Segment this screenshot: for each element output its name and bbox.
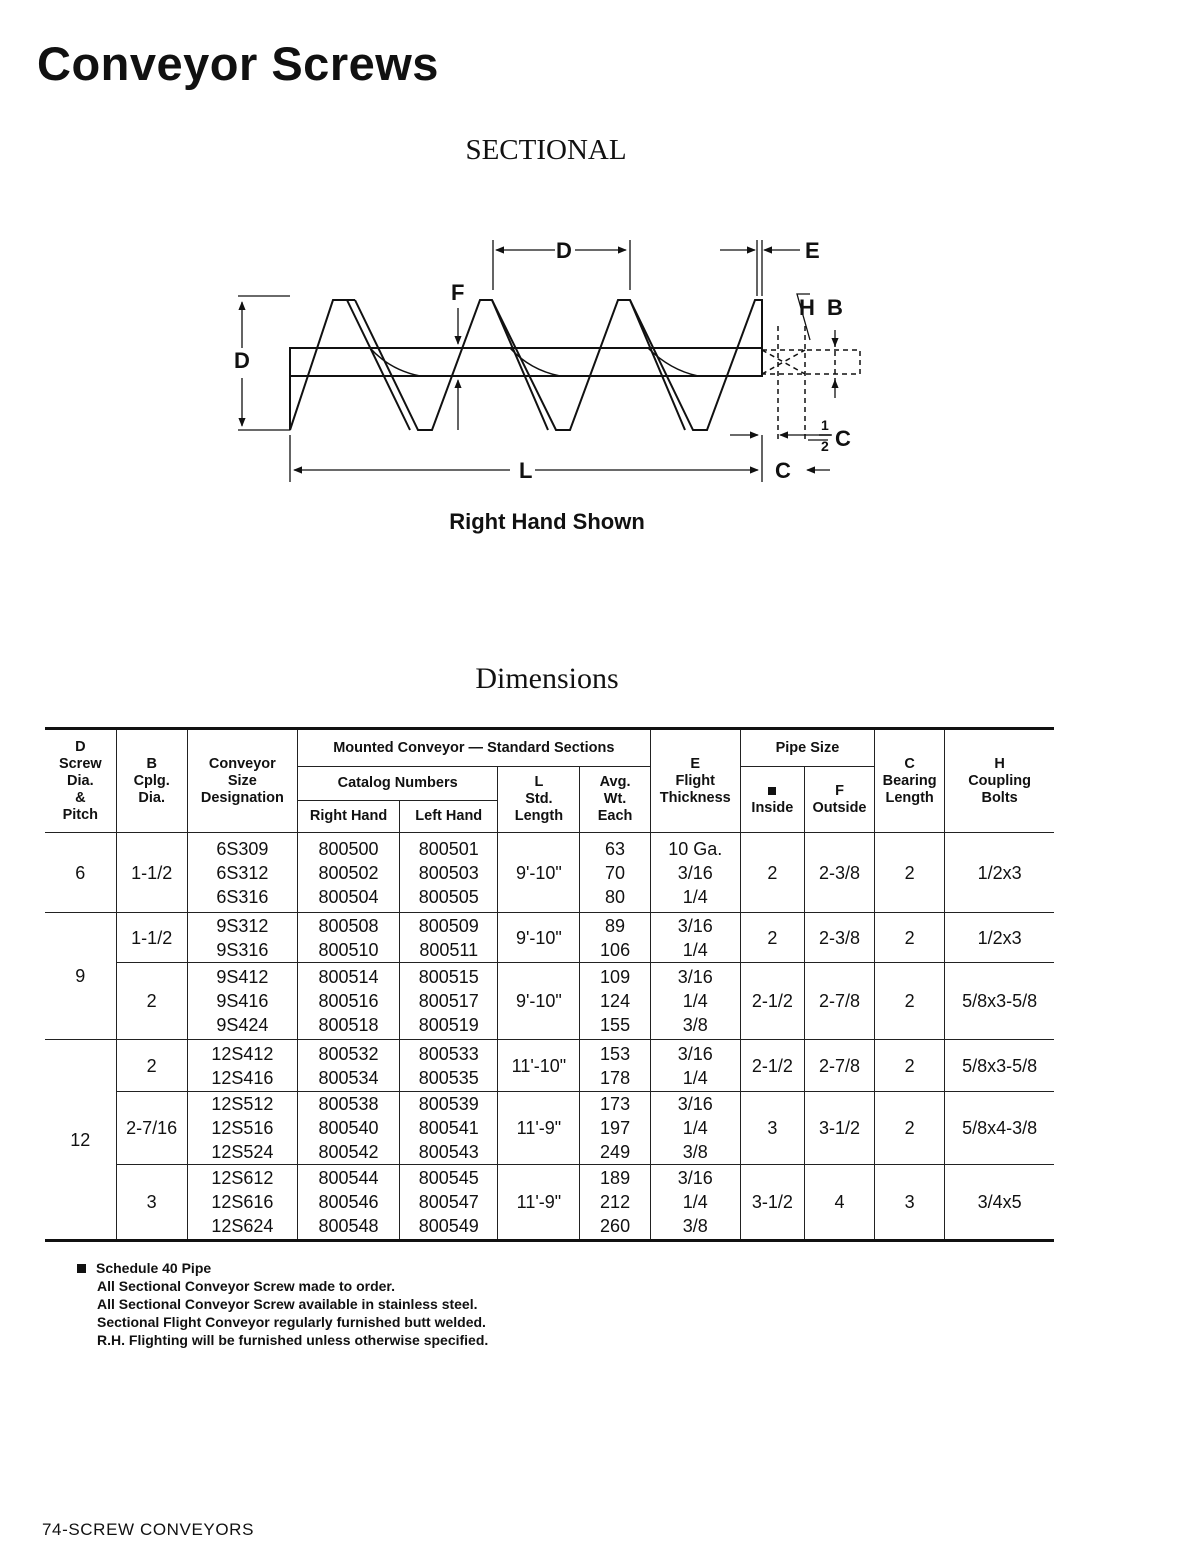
cell-inside: 2-1/2 [740,1040,804,1092]
dimensions-heading: Dimensions [475,662,619,695]
cell-right-hand: 800514 800516 800518 [297,963,399,1040]
cell-inside: 2 [740,913,804,963]
cell-left-hand: 800501 800503 800505 [400,833,498,913]
cell-std-length: 9'-10" [498,833,580,913]
cell-screw-dia: 9 [45,913,116,1040]
header-mounted-conveyor: Mounted Conveyor — Standard Sections [297,729,650,767]
cell-thickness: 3/16 1/4 3/8 [650,963,740,1040]
cell-inside: 2-1/2 [740,963,804,1040]
cell-bolts: 5/8x4-3/8 [945,1092,1054,1165]
cell-left-hand: 800533 800535 [400,1040,498,1092]
label-f: F [451,280,465,305]
cell-std-length: 9'-10" [498,913,580,963]
table-row [45,1165,1054,1241]
table-row [45,833,1054,913]
cell-avg-weight: 63 70 80 [580,833,650,913]
footnote: Sectional Flight Conveyor regularly furnished butt welded. [97,1314,486,1330]
cell-cplg-dia: 1-1/2 [116,913,187,963]
header-right-hand: Right Hand [297,801,399,833]
cell-bolts: 1/2x3 [945,913,1054,963]
cell-std-length: 11'-9" [498,1165,580,1241]
table-row [45,913,1054,963]
cell-right-hand: 800538 800540 800542 [297,1092,399,1165]
cell-outside: 4 [804,1165,874,1241]
cell-right-hand: 800532 800534 [297,1040,399,1092]
label-half-den: 2 [821,438,829,454]
label-half-c: C [835,426,851,451]
cell-bolts: 3/4x5 [945,1165,1054,1241]
cell-outside: 2-7/8 [804,963,874,1040]
cell-std-length: 9'-10" [498,963,580,1040]
cell-screw-dia: 12 [45,1040,116,1241]
table-row [45,1092,1054,1165]
footnote: R.H. Flighting will be furnished unless otherwise specified. [97,1332,489,1348]
cell-right-hand: 800508 800510 [297,913,399,963]
header-coupling-bolts: H Coupling Bolts [945,729,1054,833]
cell-avg-weight: 153 178 [580,1040,650,1092]
cell-outside: 2-3/8 [804,833,874,913]
cell-cplg-dia: 2 [116,963,187,1040]
header-bearing-length: C Bearing Length [875,729,945,833]
table-row [45,963,1054,1040]
footnote-schedule-40: Schedule 40 Pipe [77,1259,488,1277]
dimensions-table [45,727,1054,1242]
cell-bearing: 2 [875,963,945,1040]
header-pipe-size: Pipe Size [740,729,874,767]
cell-size: 9S312 9S316 [187,913,297,963]
label-d-diameter: D [234,348,250,373]
cell-outside: 2-3/8 [804,913,874,963]
cell-size: 9S412 9S416 9S424 [187,963,297,1040]
cell-size: 12S412 12S416 [187,1040,297,1092]
cell-left-hand: 800545 800547 800549 [400,1165,498,1241]
label-h: H [799,295,815,320]
cell-bolts: 1/2x3 [945,833,1054,913]
header-left-hand: Left Hand [400,801,498,833]
cell-left-hand: 800539 800541 800543 [400,1092,498,1165]
footnotes [77,1259,488,1349]
cell-thickness: 3/16 1/4 3/8 [650,1165,740,1241]
cell-inside: 3-1/2 [740,1165,804,1241]
cell-right-hand: 800544 800546 800548 [297,1165,399,1241]
cell-cplg-dia: 3 [116,1165,187,1241]
label-half-num: 1 [821,417,829,433]
header-catalog-numbers: Catalog Numbers [297,767,497,801]
diagram-caption: Right Hand Shown [449,509,645,534]
label-e: E [805,238,820,263]
schedule-40-square-icon [77,1264,86,1273]
label-b: B [827,295,843,320]
header-pipe-inside: Inside [740,767,804,833]
cell-avg-weight: 173 197 249 [580,1092,650,1165]
cell-cplg-dia: 1-1/2 [116,833,187,913]
footnote: All Sectional Conveyor Screw made to order. [97,1278,395,1294]
schedule-40-square-icon [768,787,776,795]
cell-cplg-dia: 2 [116,1040,187,1092]
cell-thickness: 3/16 1/4 [650,913,740,963]
cell-outside: 2-7/8 [804,1040,874,1092]
label-d-pitch: D [556,238,572,263]
footnote: All Sectional Conveyor Screw available in stainless steel. [97,1296,478,1312]
table-row [45,1040,1054,1092]
cell-left-hand: 800509 800511 [400,913,498,963]
cell-avg-weight: 189 212 260 [580,1165,650,1241]
cell-thickness: 3/16 1/4 [650,1040,740,1092]
cell-inside: 3 [740,1092,804,1165]
cell-thickness: 3/16 1/4 3/8 [650,1092,740,1165]
cell-outside: 3-1/2 [804,1092,874,1165]
label-l: L [519,458,533,483]
cell-left-hand: 800515 800517 800519 [400,963,498,1040]
header-avg-weight: Avg. Wt. Each [580,767,650,833]
cell-size: 12S512 12S516 12S524 [187,1092,297,1165]
cell-cplg-dia: 2-7/16 [116,1092,187,1165]
header-pipe-outside: F Outside [804,767,874,833]
coupling-end-shape [762,326,860,440]
cell-std-length: 11'-9" [498,1092,580,1165]
cell-size: 12S612 12S616 12S624 [187,1165,297,1241]
section-heading: SECTIONAL [465,134,627,166]
header-flight-thickness: E Flight Thickness [650,729,740,833]
screw-diagram [230,230,880,490]
cell-bearing: 3 [875,1165,945,1241]
cell-avg-weight: 109 124 155 [580,963,650,1040]
header-std-length: L Std. Length [498,767,580,833]
cell-bearing: 2 [875,913,945,963]
header-screw-dia: D Screw Dia. & Pitch [45,729,116,833]
cell-thickness: 10 Ga. 3/16 1/4 [650,833,740,913]
page-title: Conveyor Screws [37,37,439,90]
cell-bearing: 2 [875,1092,945,1165]
cell-std-length: 11'-10" [498,1040,580,1092]
cell-screw-dia: 6 [45,833,116,913]
cell-right-hand: 800500 800502 800504 [297,833,399,913]
header-size-designation: Conveyor Size Designation [187,729,297,833]
cell-bolts: 5/8x3-5/8 [945,963,1054,1040]
cell-bearing: 2 [875,833,945,913]
label-c: C [775,458,791,483]
cell-inside: 2 [740,833,804,913]
cell-avg-weight: 89 106 [580,913,650,963]
cell-size: 6S309 6S312 6S316 [187,833,297,913]
page-footer: 74-SCREW CONVEYORS [42,1520,255,1539]
cell-bolts: 5/8x3-5/8 [945,1040,1054,1092]
header-cplg-dia: B Cplg. Dia. [116,729,187,833]
cell-bearing: 2 [875,1040,945,1092]
